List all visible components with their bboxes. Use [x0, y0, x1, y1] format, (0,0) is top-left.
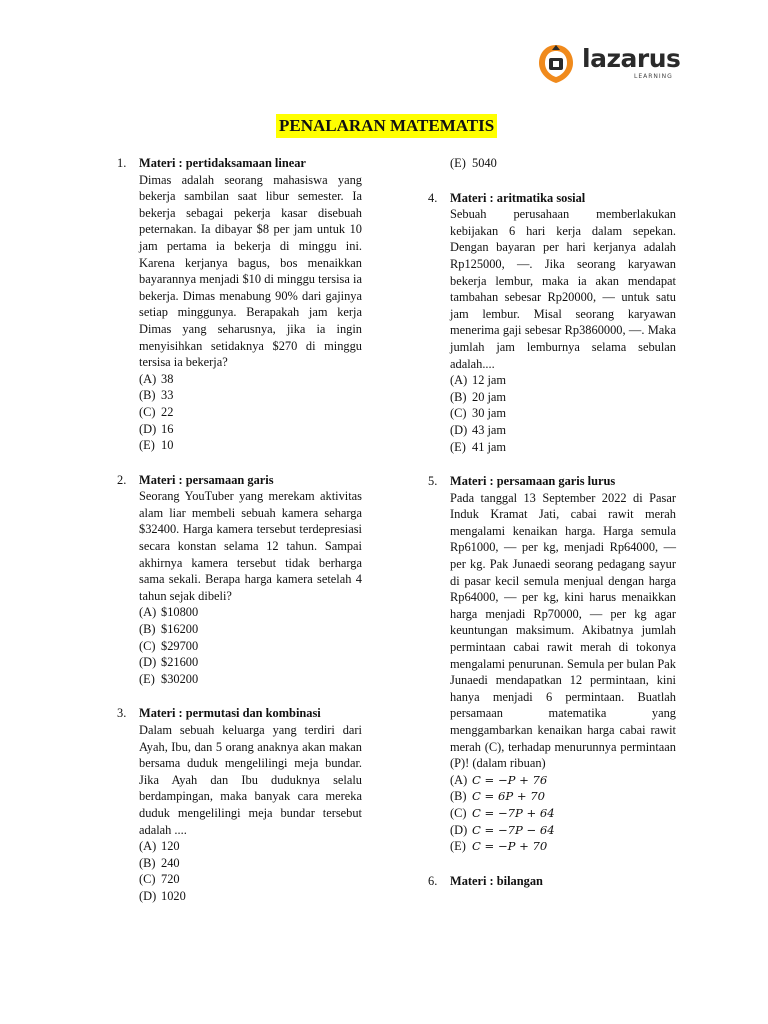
answer-options — [139, 838, 362, 904]
answer-option: (C) 30 jam — [450, 406, 507, 421]
answer-option: (D) 16 — [139, 421, 174, 436]
answer-option: (B) C = 6P + 70 — [450, 789, 545, 804]
answer-option: (C) C = −7P + 64 — [450, 805, 555, 820]
question-topic: Materi : bilangan — [450, 873, 543, 888]
question-number: 1. — [117, 156, 127, 170]
question-text: Sebuah perusahaan memberlakukan kebijakan 6 hari kerja dalam sepekan. Dengan bayaran per hari kerjanya adalah Rp125000, —. Jika seorang karyawan bekerja lembur, maka ia akan mendapat tambahan sebesar Rp20000, — untuk satu jam lembur. Misal seorang karyawan menerima gaji sebesar Rp3860000, —. Maka jumlah jam lemburnya selama sebulan adalah.... — [450, 207, 676, 371]
answer-option: (D) 43 jam — [450, 422, 507, 437]
question-1 — [117, 155, 362, 454]
answer-option: (B) $16200 — [139, 622, 199, 637]
answer-options — [139, 604, 362, 687]
answer-option: (E) 41 jam — [450, 439, 507, 454]
answer-options — [450, 372, 676, 455]
page-title: PENALARAN MATEMATIS — [276, 114, 497, 138]
answer-option: (C) $29700 — [139, 638, 199, 653]
question-text: Seorang YouTuber yang merekam aktivitas alam liar membeli sebuah kamera seharga $32400. Harga kamera tersebut terdepresiasi secara konstan selama 12 tahun. Sampai akhirnya kamera tersebut tidak berharga sama sekali. Berapa harga kamera setelah 4 tahun sejak dibeli? — [139, 489, 362, 603]
question-3 — [117, 705, 362, 904]
question-topic: Materi : permutasi dan kombinasi — [139, 706, 321, 721]
answer-option: (A) $10800 — [139, 605, 199, 620]
answer-option: (D) 1020 — [139, 888, 186, 903]
answer-options — [450, 772, 676, 855]
question-number: 2. — [117, 472, 127, 487]
question-6 — [428, 873, 676, 890]
answer-option: (D) C = −7P − 64 — [450, 822, 555, 837]
answer-option: (C) 720 — [139, 872, 180, 887]
question-text: Dalam sebuah keluarga yang terdiri dari Ayah, Ibu, dan 5 orang anaknya akan makan bersama duduk mengelilingi meja bundar. Jika Ayah dan Ibu duduknya selalu berdampingan, maka banyak cara mereka duduk mengelilingi meja bundar tersebut adalah .... — [139, 723, 362, 837]
answer-option: (A) 38 — [139, 371, 174, 386]
lazarus-logo — [538, 42, 681, 92]
question-text: Dimas adalah seorang mahasiswa yang bekerja sambilan saat libur semester. Ia bekerja sebagai pekerja kasar disebuah peternakan. Ia dibayar $8 per jam untuk 10 jam pertama ia bekerja di minggu ini. Karena kerjanya bagus, bos menaikkan bayarannya menjadi $10 di minggu tersisa ia bekerja. Dimas menabung 90% dari gajinya setiap minggunya. Berapakah jam kerja Dimas yang seharusnya, jika ia ingin menyisihkan setidaknya $270 di minggu tersisa ia bekerja? — [139, 172, 362, 370]
answer-option: (A) 12 jam — [450, 373, 507, 388]
answer-option: (E) C = −P + 70 — [450, 839, 548, 854]
right-column — [428, 155, 676, 889]
question-text: Pada tanggal 13 September 2022 di Pasar Induk Kramat Jati, cabai rawit merah mengalami kenaikan harga. Harga semula Rp61000, — per kg, menjadi Rp64000, — per kg. Pak Junaedi seorang pedagang sayur di pasar kecil semula menjual dengan harga Rp64000, — per kg, kini harus menaikkan harga menjadi Rp70000, — per kg agar keuntungan maksimum. Akibatnya jumlah permintaan cabai rawit merah di tokonya mengalami penurunan. Semula per bulan Pak Junaedi mendapatkan 12 permintaan, kini hanya menjadi 6 permintaan. Buatlah persamaan matematika yang menggambarkan kenaikan harga cabai rawit merah (C), terhadap menurunnya permintaan (P)! (dalam ribuan) — [450, 490, 676, 771]
answer-option: (C) 22 — [139, 404, 174, 419]
question-5 — [428, 473, 676, 855]
answer-option: (E) $30200 — [139, 671, 199, 686]
question-2 — [117, 472, 362, 688]
question-topic: Materi : persamaan garis — [139, 472, 274, 487]
question-number: 6. — [428, 873, 438, 888]
answer-option: (B) 33 — [139, 388, 174, 403]
question-topic: Materi : aritmatika sosial — [450, 190, 586, 205]
answer-option: (A) 120 — [139, 839, 180, 854]
answer-option: (B) 20 jam — [450, 389, 507, 404]
answer-option: (D) $21600 — [139, 655, 199, 670]
answer-option: (E) 10 — [139, 438, 174, 453]
question-number: 5. — [428, 474, 438, 489]
left-column — [117, 155, 362, 905]
logo-subtitle: LEARNING — [634, 73, 673, 80]
logo-wordmark: lazarus — [582, 44, 681, 73]
question-4 — [428, 190, 676, 456]
lazarus-logo-icon — [538, 44, 574, 84]
answer-option: (B) 240 — [139, 855, 180, 870]
question-number: 3. — [117, 706, 127, 721]
answer-options — [139, 371, 362, 454]
question-number: 4. — [428, 190, 438, 205]
question-topic: Materi : persamaan garis lurus — [450, 474, 616, 489]
question-topic: Materi : pertidaksamaan linear — [139, 156, 306, 170]
question-3-continued — [428, 155, 676, 172]
answer-option: (E) 5040 — [450, 156, 497, 170]
answer-options — [450, 155, 676, 172]
answer-option: (A) C = −P + 76 — [450, 772, 548, 787]
